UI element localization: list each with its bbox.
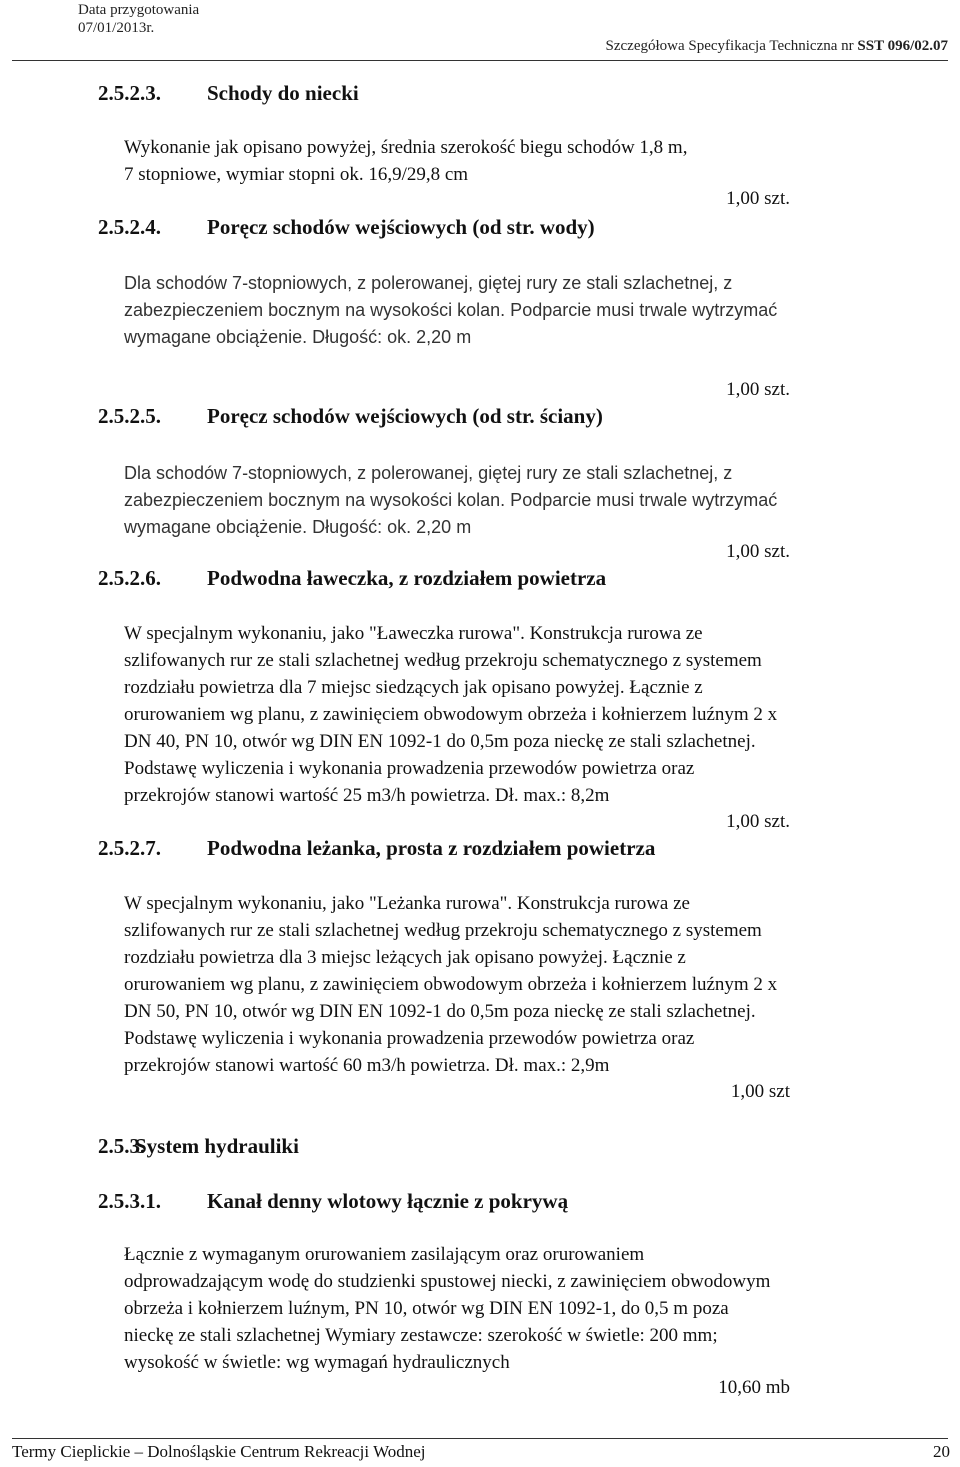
section-number: 2.5.2.4.	[98, 215, 161, 239]
section-body	[124, 134, 687, 188]
body-line: obrzeża i kołnierzem luźnym, PN 10, otwór wg DIN EN 1092-1, do 0,5 m poza	[124, 1298, 729, 1319]
section-number: 2.5.2.3.	[98, 81, 161, 105]
section-title: Schody do niecki	[207, 81, 359, 105]
body-line: przekrojów stanowi wartość 60 m3/h powietrza. Dł. max.: 2,9m	[124, 1055, 610, 1076]
body-line: Wykonanie jak opisano powyżej, średnia szerokość biegu schodów 1,8 m,	[124, 137, 688, 158]
body-line: zabezpieczeniem bocznym na wysokości kolan. Podparcie musi trwale wytrzymać	[124, 300, 778, 320]
body-line: W specjalnym wykonaniu, jako "Leżanka rurowa". Konstrukcja rurowa ze	[124, 893, 690, 914]
body-line: Łącznie z wymaganym orurowaniem zasilającym oraz orurowaniem	[124, 1244, 645, 1265]
footer-project-name: Termy Cieplickie – Dolnośląskie Centrum Rekreacji Wodnej	[12, 1442, 426, 1461]
body-line: rozdziału powietrza dla 7 miejsc siedzących jak opisano powyżej. Łącznie z	[124, 677, 703, 698]
section-quantity: 1,00 szt.	[726, 379, 790, 400]
body-line: Podstawę wyliczenia i wykonania prowadzenia przewodów powietrza oraz	[124, 758, 695, 779]
section-number: 2.5.3.	[98, 1134, 146, 1158]
header-divider	[12, 60, 948, 61]
section-quantity: 1,00 szt	[730, 1081, 790, 1102]
section-number: 2.5.2.7.	[98, 836, 161, 860]
body-line: zabezpieczeniem bocznym na wysokości kolan. Podparcie musi trwale wytrzymać	[124, 490, 778, 510]
body-line: Podstawę wyliczenia i wykonania prowadzenia przewodów powietrza oraz	[124, 1028, 695, 1049]
section-quantity: 1,00 szt.	[726, 811, 790, 832]
section-quantity: 1,00 szt.	[726, 541, 790, 562]
section-quantity: 1,00 szt.	[726, 188, 790, 209]
section-title: System hydrauliki	[135, 1134, 299, 1158]
section-body	[124, 1241, 770, 1376]
body-line: nieckę ze stali szlachetnej Wymiary zestawcze: szerokość w świetle: 200 mm;	[124, 1325, 718, 1346]
body-line: Dla schodów 7-stopniowych, z polerowanej, giętej rury ze stali szlachetnej, z	[124, 273, 733, 293]
body-line: szlifowanych rur ze stali szlachetnej według przekroju schematycznego z systemem	[124, 650, 762, 671]
section-number: 2.5.2.5.	[98, 404, 161, 428]
body-line: wymagane obciążenie. Długość: ok. 2,20 m	[124, 517, 472, 537]
section-title: Poręcz schodów wejściowych (od str. wody)	[207, 215, 595, 239]
body-line: W specjalnym wykonaniu, jako "Ławeczka rurowa". Konstrukcja rurowa ze	[124, 623, 703, 644]
body-line: szlifowanych rur ze stali szlachetnej według przekroju schematycznego z systemem	[124, 920, 762, 941]
header-spec-code: SST 096/02.07	[857, 38, 948, 54]
section-body	[124, 460, 777, 541]
page-footer	[0, 1440, 960, 1466]
body-line: przekrojów stanowi wartość 25 m3/h powietrza. Dł. max.: 8,2m	[124, 785, 610, 806]
body-line: rozdziału powietrza dla 3 miejsc leżących jak opisano powyżej. Łącznie z	[124, 947, 686, 968]
body-line: 7 stopniowe, wymiar stopni ok. 16,9/29,8 cm	[124, 164, 469, 185]
body-line: odprowadzającym wodę do studzienki spustowej niecki, z zawinięciem obwodowym	[124, 1271, 771, 1292]
section-body	[124, 270, 777, 351]
section-title: Podwodna leżanka, prosta z rozdziałem powietrza	[207, 836, 656, 860]
header-spec-prefix: Szczegółowa Specyfikacja Techniczna nr	[605, 38, 858, 54]
section-quantity: 10,60 mb	[718, 1377, 790, 1398]
section-number: 2.5.2.6.	[98, 566, 161, 590]
header-preparation-date: 07/01/2013r.	[78, 20, 155, 36]
body-line: DN 50, PN 10, otwór wg DIN EN 1092-1 do 0,5m poza nieckę ze stali szlachetnej.	[124, 1001, 756, 1022]
section-title: Poręcz schodów wejściowych (od str. ściany)	[207, 404, 603, 428]
page-number: 20	[933, 1442, 950, 1461]
body-line: Dla schodów 7-stopniowych, z polerowanej, giętej rury ze stali szlachetnej, z	[124, 463, 733, 483]
section-number: 2.5.3.1.	[98, 1189, 161, 1213]
section-body	[124, 620, 777, 809]
footer-divider	[12, 1438, 948, 1439]
header-preparation-label: Data przygotowania	[78, 2, 200, 18]
section-title: Podwodna ławeczka, z rozdziałem powietrza	[207, 566, 607, 590]
body-line: wymagane obciążenie. Długość: ok. 2,20 m	[124, 327, 472, 347]
section-title: Kanał denny wlotowy łącznie z pokrywą	[207, 1189, 569, 1213]
body-line: orurowaniem wg planu, z zawinięciem obwodowym obrzeża i kołnierzem luźnym 2 x	[124, 704, 778, 725]
section-body	[124, 890, 777, 1079]
body-line: wysokość w świetle: wg wymagań hydraulicznych	[124, 1352, 510, 1373]
body-line: DN 40, PN 10, otwór wg DIN EN 1092-1 do 0,5m poza nieckę ze stali szlachetnej.	[124, 731, 756, 752]
header-spec-number	[606, 38, 948, 55]
body-line: orurowaniem wg planu, z zawinięciem obwodowym obrzeża i kołnierzem luźnym 2 x	[124, 974, 778, 995]
